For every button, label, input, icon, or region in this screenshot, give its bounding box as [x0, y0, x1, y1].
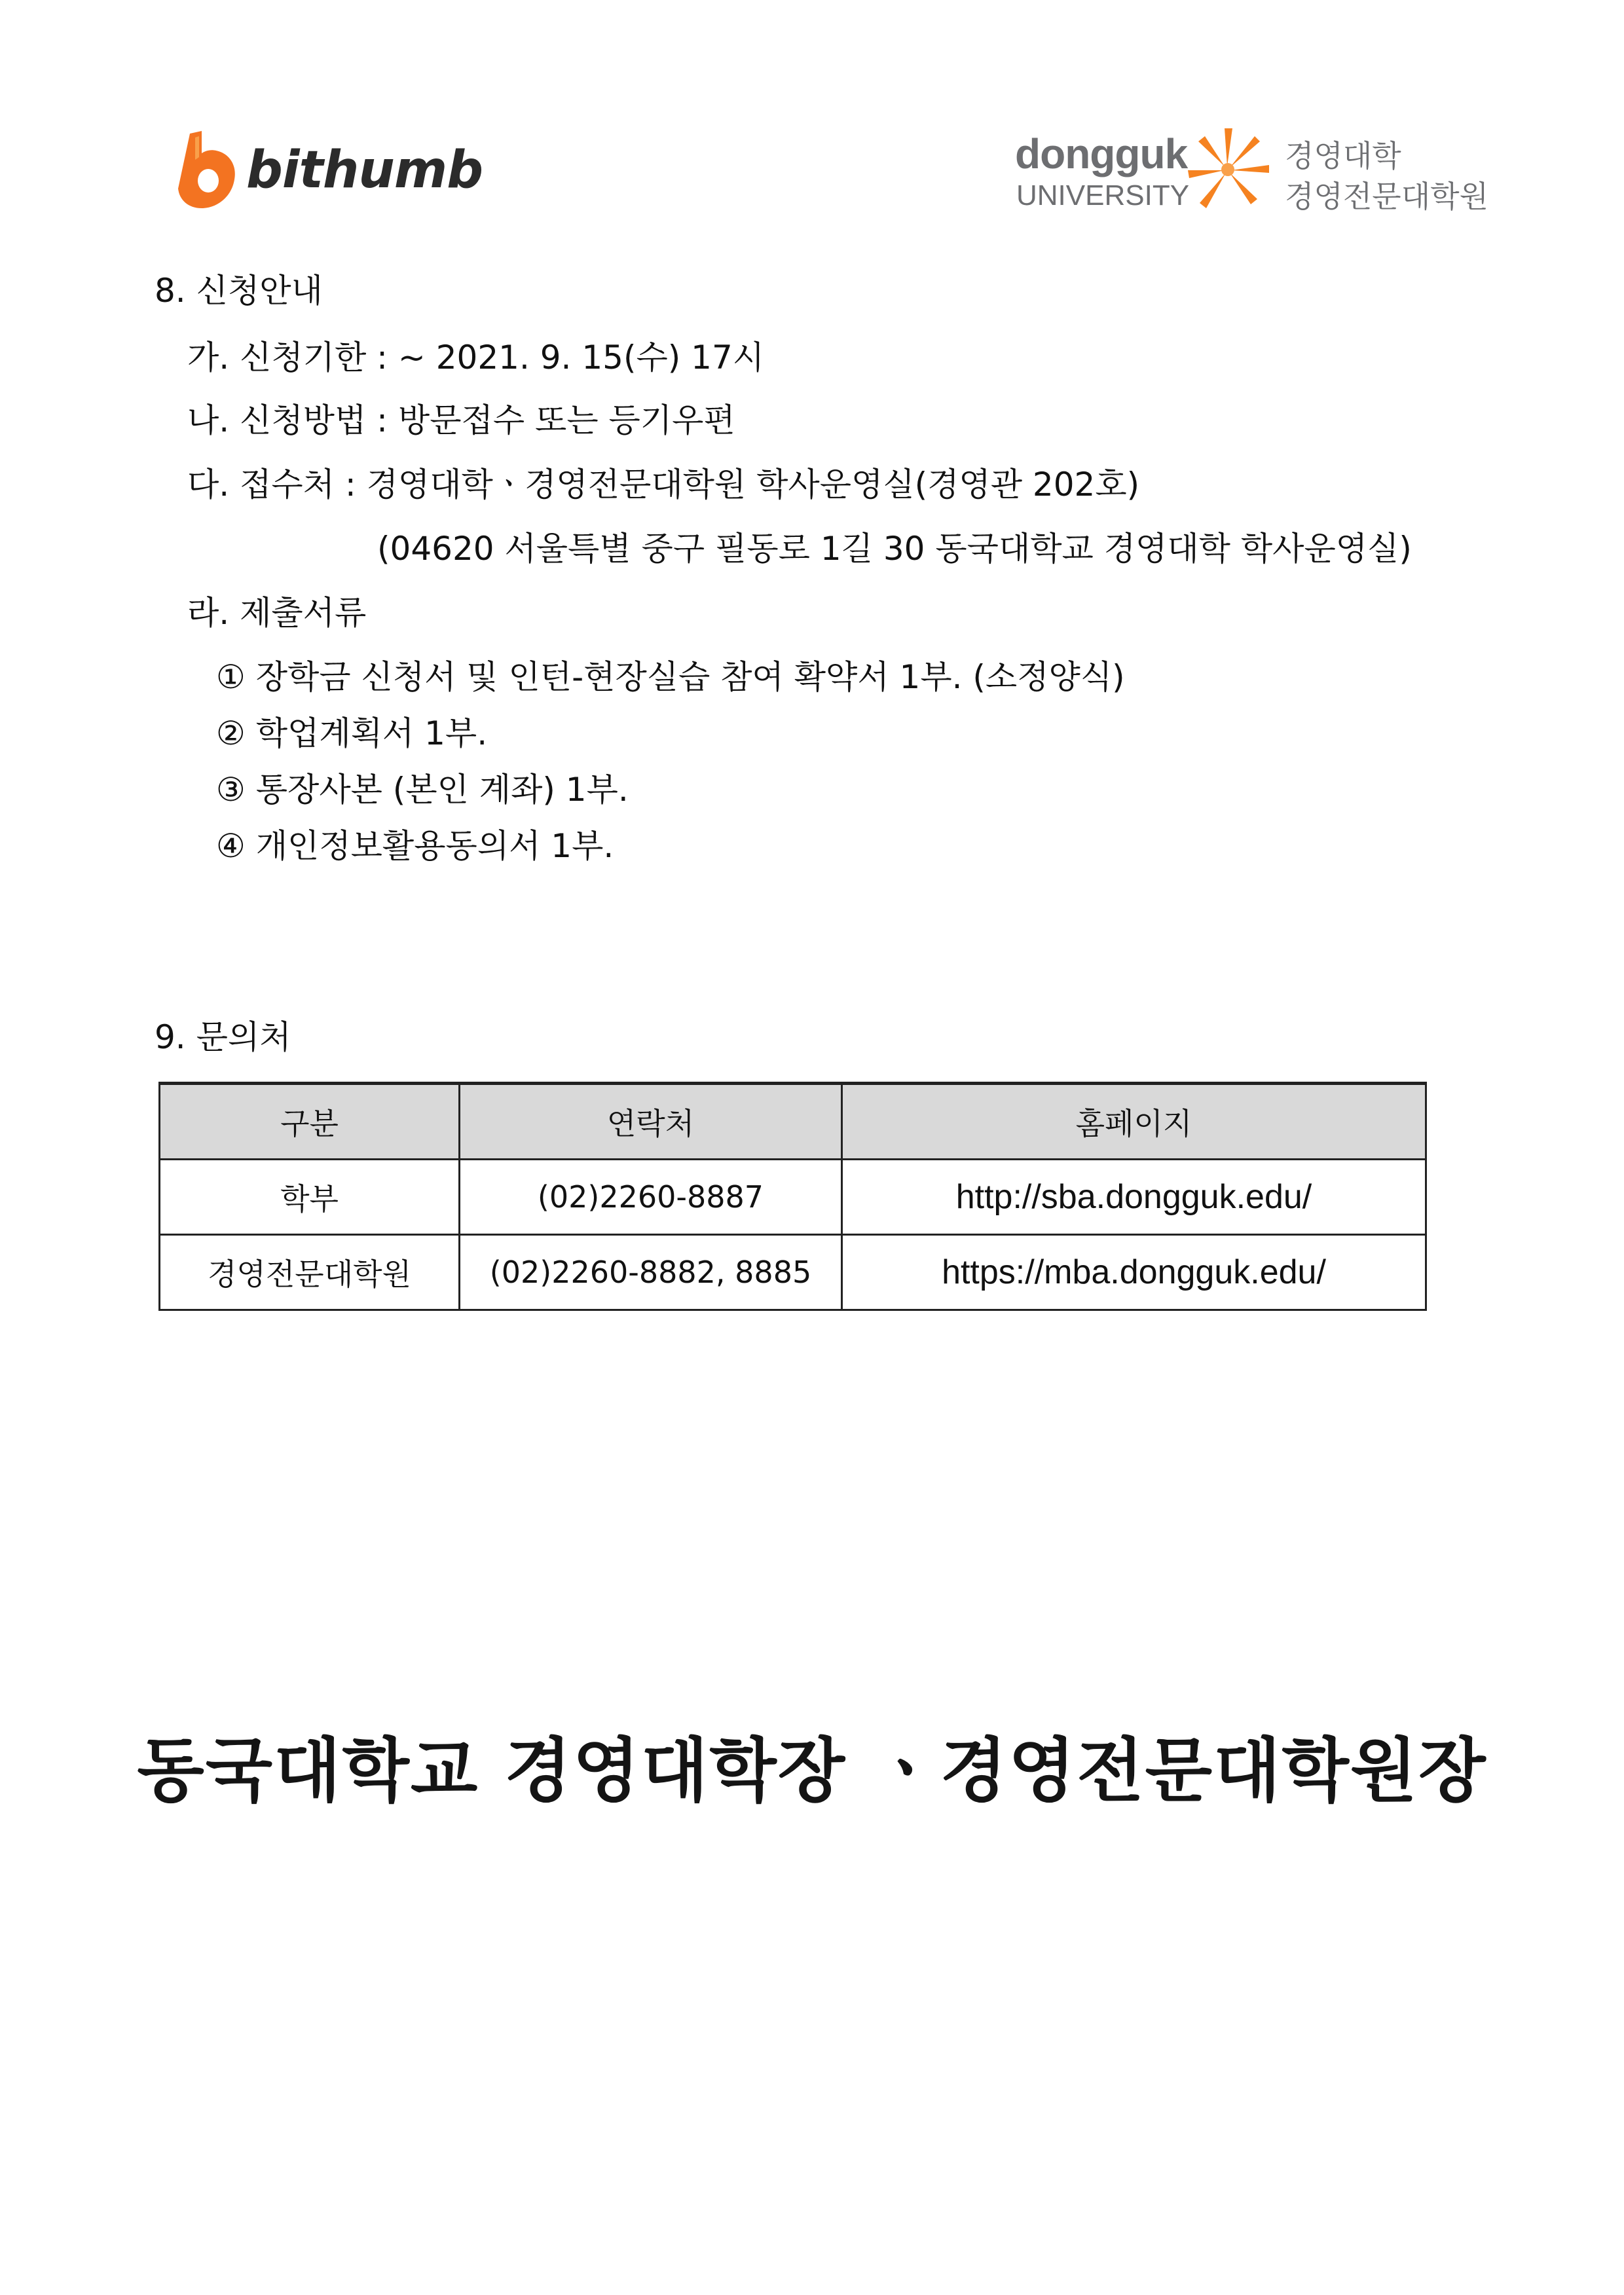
dongguk-university-text: UNIVERSITY [1016, 179, 1190, 211]
table-row [160, 1160, 1426, 1235]
section8-title: 8. 신청안내 [155, 272, 323, 310]
office-address: (04620 서울특별 중구 필동로 1길 30 동국대학교 경영대학 학사운영실) [377, 530, 1412, 568]
bithumb-wordmark: bithumb [246, 141, 483, 200]
dongguk-college-text: 경영대학 [1285, 138, 1401, 174]
header-contact: 연락처 [460, 1084, 842, 1160]
bithumb-mark-icon [177, 131, 237, 210]
dongguk-wordmark: dongguk [1015, 130, 1188, 177]
cell-homepage-link[interactable]: http://sba.dongguk.edu/ [842, 1160, 1426, 1235]
signature: 동국대학교 경영대학장 ㆍ경영전문대학원장 [137, 1731, 1487, 1811]
document-item: ③ 통장사본 (본인 계좌) 1부. [216, 771, 629, 809]
dongguk-graduate-text: 경영전문대학원 [1285, 179, 1489, 214]
document-item: ② 학업계획서 1부. [216, 714, 488, 752]
header-homepage: 홈페이지 [842, 1084, 1426, 1160]
cell-phone: (02)2260-8887 [460, 1160, 842, 1235]
table-header-row [160, 1084, 1426, 1160]
bithumb-logo [177, 131, 483, 210]
method-line: 나. 신청방법 : 방문접수 또는 등기우편 [187, 401, 735, 439]
cell-phone: (02)2260-8882, 8885 [460, 1235, 842, 1310]
document-item: ① 장학금 신청서 및 인턴-현장실습 참여 확약서 1부. (소정양식) [216, 658, 1125, 696]
documents-heading: 라. 제출서류 [187, 594, 367, 632]
deadline-line: 가. 신청기한 : ~ 2021. 9. 15(수) 17시 [187, 339, 765, 376]
cell-category: 경영전문대학원 [160, 1235, 460, 1310]
dongguk-emblem-icon [1187, 127, 1272, 212]
office-line: 다. 접수처 : 경영대학ㆍ경영전문대학원 학사운영실(경영관 202호) [187, 466, 1140, 504]
section9-title: 9. 문의처 [155, 1018, 291, 1056]
contact-table [158, 1082, 1427, 1311]
document-item: ④ 개인정보활용동의서 1부. [216, 827, 614, 865]
table-row [160, 1235, 1426, 1310]
cell-homepage-link[interactable]: https://mba.dongguk.edu/ [842, 1235, 1426, 1310]
header-category: 구분 [160, 1084, 460, 1160]
cell-category: 학부 [160, 1160, 460, 1235]
